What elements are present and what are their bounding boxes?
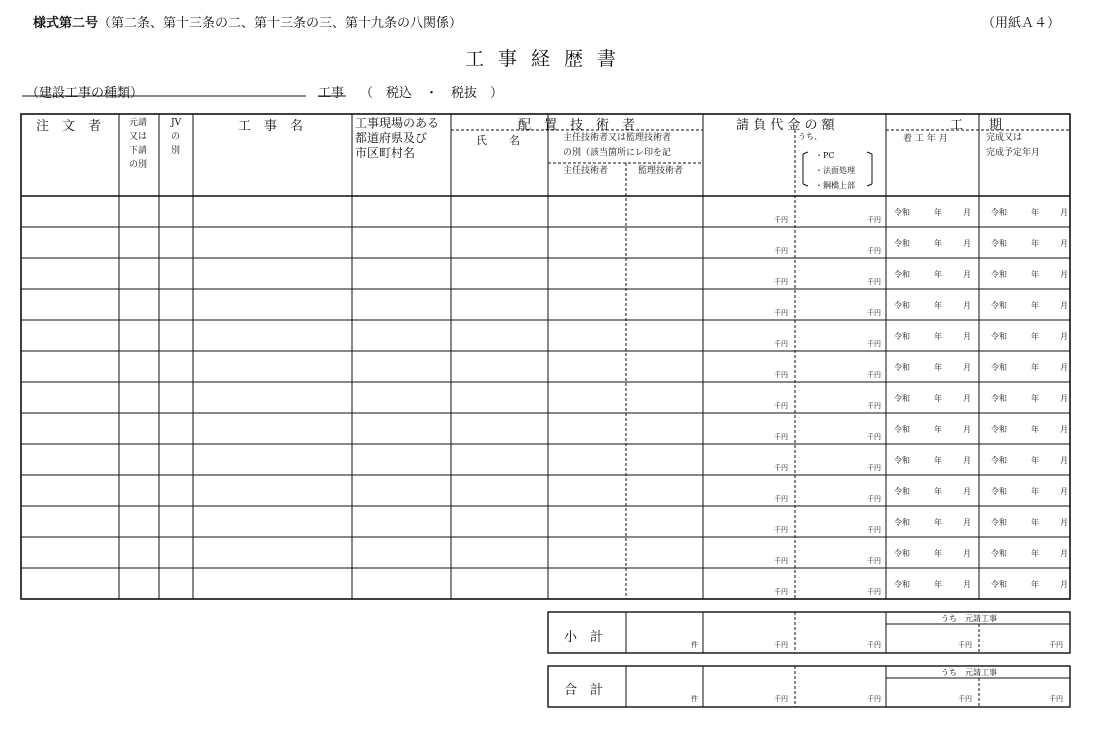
era-label: 令和 [894, 208, 910, 217]
bracket-line [867, 152, 872, 154]
col-jv-line: 別 [171, 146, 181, 156]
year-label: 年 [934, 425, 942, 434]
amount-unit-label: 千円 [774, 464, 788, 472]
col-completion-line: 完成予定年月 [986, 148, 1041, 158]
month-label: 月 [963, 394, 971, 403]
year-label: 年 [934, 580, 942, 589]
amount-sub-unit-label: 千円 [867, 433, 881, 441]
year-label: 年 [934, 518, 942, 527]
amount-sub-unit-label: 千円 [867, 526, 881, 534]
col-site-line: 市区町村名 [355, 146, 416, 160]
col-amount: 請 負 代 金 の 額 [736, 118, 835, 133]
month-label: 月 [1060, 301, 1068, 310]
era-label: 令和 [991, 518, 1007, 527]
amount-unit-label: 千円 [774, 402, 788, 410]
col-engineer: 配 置 技 術 者 [518, 118, 636, 133]
era-label: 令和 [991, 363, 1007, 372]
year-label: 年 [934, 549, 942, 558]
amount-sub-unit-label: 千円 [867, 371, 881, 379]
page-title: 工事経歴書 [465, 48, 631, 70]
year-label: 年 [1031, 549, 1039, 558]
month-label: 月 [963, 580, 971, 589]
month-label: 月 [963, 549, 971, 558]
col-amount-sub-line: ・鋼橋上部 [815, 181, 855, 190]
era-label: 令和 [991, 270, 1007, 279]
year-label: 年 [934, 394, 942, 403]
month-label: 月 [1060, 394, 1068, 403]
subtotal-genuke-note: うち 元請工事 [941, 614, 997, 623]
form-articles: （第二条、第十三条の二、第十三条の三、第十九条の八関係） [98, 16, 463, 31]
month-label: 月 [963, 332, 971, 341]
month-label: 月 [963, 363, 971, 372]
era-label: 令和 [991, 332, 1007, 341]
col-completion-line: 完成又は [986, 133, 1023, 143]
month-label: 月 [1060, 239, 1068, 248]
amount-unit-label: 千円 [774, 309, 788, 317]
amount-sub-unit-label: 千円 [867, 309, 881, 317]
year-label: 年 [1031, 456, 1039, 465]
month-label: 月 [963, 239, 971, 248]
era-label: 令和 [991, 549, 1007, 558]
amount-unit-label: 千円 [774, 495, 788, 503]
subtotal-genuke-sub-unit: 千円 [1049, 641, 1063, 649]
year-label: 年 [934, 239, 942, 248]
amount-unit-label: 千円 [774, 433, 788, 441]
subtotal-amount-sub-unit: 千円 [867, 641, 881, 649]
col-amount-sub-head: うち、 [798, 132, 822, 141]
col-chief: 主任技術者 [563, 166, 609, 176]
table-frame [21, 114, 1070, 599]
subtotal-label: 小 計 [564, 630, 604, 645]
month-label: 月 [1060, 549, 1068, 558]
amount-sub-unit-label: 千円 [867, 402, 881, 410]
era-label: 令和 [894, 456, 910, 465]
era-label: 令和 [894, 332, 910, 341]
era-label: 令和 [894, 549, 910, 558]
amount-unit-label: 千円 [774, 340, 788, 348]
total-genuke-sub-unit: 千円 [1049, 695, 1063, 703]
col-site-line: 工事現場のある [355, 116, 440, 130]
era-label: 令和 [894, 239, 910, 248]
amount-sub-unit-label: 千円 [867, 588, 881, 596]
total-genuke-note: うち 元請工事 [941, 668, 997, 677]
col-amount-sub-line: ・法面処理 [815, 166, 855, 175]
col-site [355, 116, 439, 161]
amount-sub-unit-label: 千円 [867, 464, 881, 472]
era-label: 令和 [894, 580, 910, 589]
col-site-line: 都道府県及び [355, 131, 428, 145]
month-label: 月 [963, 487, 971, 496]
total-label: 合 計 [564, 683, 604, 698]
month-label: 月 [1060, 208, 1068, 217]
year-label: 年 [1031, 332, 1039, 341]
col-genuke-line: の別 [129, 160, 148, 170]
year-label: 年 [1031, 425, 1039, 434]
amount-sub-unit-label: 千円 [867, 247, 881, 255]
era-label: 令和 [991, 456, 1007, 465]
amount-unit-label: 千円 [774, 247, 788, 255]
month-label: 月 [1060, 332, 1068, 341]
month-label: 月 [1060, 270, 1068, 279]
era-label: 令和 [991, 394, 1007, 403]
total-amount-sub-unit: 千円 [867, 695, 881, 703]
era-label: 令和 [991, 487, 1007, 496]
year-label: 年 [1031, 301, 1039, 310]
month-label: 月 [1060, 487, 1068, 496]
col-completion [986, 131, 1040, 161]
col-amount-sub-line: ・PC [815, 151, 835, 160]
month-label: 月 [1060, 518, 1068, 527]
year-label: 年 [1031, 270, 1039, 279]
month-label: 月 [963, 208, 971, 217]
era-label: 令和 [894, 270, 910, 279]
month-label: 月 [963, 301, 971, 310]
col-engineer-type-line: 主任技術者又は監理技術者 [563, 133, 672, 143]
amount-sub-unit-label: 千円 [867, 557, 881, 565]
col-genuke [129, 116, 147, 172]
amount-unit-label: 千円 [774, 371, 788, 379]
year-label: 年 [934, 332, 942, 341]
month-label: 月 [963, 425, 971, 434]
col-project: 工 事 名 [238, 119, 304, 134]
month-label: 月 [963, 456, 971, 465]
year-label: 年 [934, 301, 942, 310]
amount-unit-label: 千円 [774, 278, 788, 286]
col-jv [171, 116, 181, 158]
era-label: 令和 [894, 394, 910, 403]
amount-sub-unit-label: 千円 [867, 278, 881, 286]
subtotal-genuke-unit: 千円 [958, 641, 972, 649]
col-engineer-type [563, 131, 671, 161]
col-genuke-line: 又は [129, 132, 148, 142]
koji-label: 工事 [318, 86, 345, 101]
year-label: 年 [1031, 487, 1039, 496]
era-label: 令和 [991, 239, 1007, 248]
amount-sub-unit-label: 千円 [867, 216, 881, 224]
col-engineer-name: 氏 名 [476, 134, 520, 147]
paper-size: （用紙Ａ４） [982, 16, 1061, 31]
year-label: 年 [1031, 208, 1039, 217]
era-label: 令和 [894, 301, 910, 310]
year-label: 年 [1031, 394, 1039, 403]
tax-option: （ 税込 ・ 税抜 ） [360, 86, 504, 101]
year-label: 年 [934, 363, 942, 372]
col-engineer-type-line: の別（該当箇所にレ印を記 [563, 148, 672, 158]
era-label: 令和 [991, 580, 1007, 589]
era-label: 令和 [894, 425, 910, 434]
amount-unit-label: 千円 [774, 526, 788, 534]
subtotal-count-unit: 件 [691, 641, 698, 649]
amount-sub-unit-label: 千円 [867, 340, 881, 348]
era-label: 令和 [991, 301, 1007, 310]
month-label: 月 [1060, 363, 1068, 372]
year-label: 年 [1031, 518, 1039, 527]
col-genuke-line: 元請 [129, 118, 148, 128]
year-label: 年 [934, 270, 942, 279]
era-label: 令和 [894, 363, 910, 372]
col-amount-sub [815, 148, 855, 193]
year-label: 年 [934, 456, 942, 465]
month-label: 月 [1060, 425, 1068, 434]
month-label: 月 [963, 270, 971, 279]
amount-sub-unit-label: 千円 [867, 495, 881, 503]
year-label: 年 [1031, 239, 1039, 248]
era-label: 令和 [894, 487, 910, 496]
bracket-line [803, 152, 808, 154]
month-label: 月 [963, 518, 971, 527]
amount-unit-label: 千円 [774, 588, 788, 596]
bracket-line [803, 184, 808, 186]
year-label: 年 [1031, 580, 1039, 589]
year-label: 年 [934, 487, 942, 496]
month-label: 月 [1060, 580, 1068, 589]
month-label: 月 [1060, 456, 1068, 465]
amount-unit-label: 千円 [774, 557, 788, 565]
col-jv-line: JV [171, 118, 182, 128]
year-label: 年 [1031, 363, 1039, 372]
amount-unit-label: 千円 [774, 216, 788, 224]
col-supervisor: 監理技術者 [638, 166, 684, 176]
col-genuke-line: 下請 [129, 146, 148, 156]
era-label: 令和 [894, 518, 910, 527]
col-jv-line: の [171, 132, 181, 142]
total-amount-unit: 千円 [774, 695, 788, 703]
year-label: 年 [934, 208, 942, 217]
era-label: 令和 [991, 208, 1007, 217]
construction-type-label: （建設工事の種類） [26, 86, 144, 101]
era-label: 令和 [991, 425, 1007, 434]
total-genuke-unit: 千円 [958, 695, 972, 703]
form-number-label: 様式第二号 [33, 16, 99, 31]
bracket-line [867, 184, 872, 186]
total-count-unit: 件 [691, 695, 698, 703]
col-period: 工 期 [950, 118, 1003, 133]
col-start: 着 工 年 月 [903, 134, 948, 144]
col-client: 注 文 者 [36, 119, 102, 134]
subtotal-amount-unit: 千円 [774, 641, 788, 649]
